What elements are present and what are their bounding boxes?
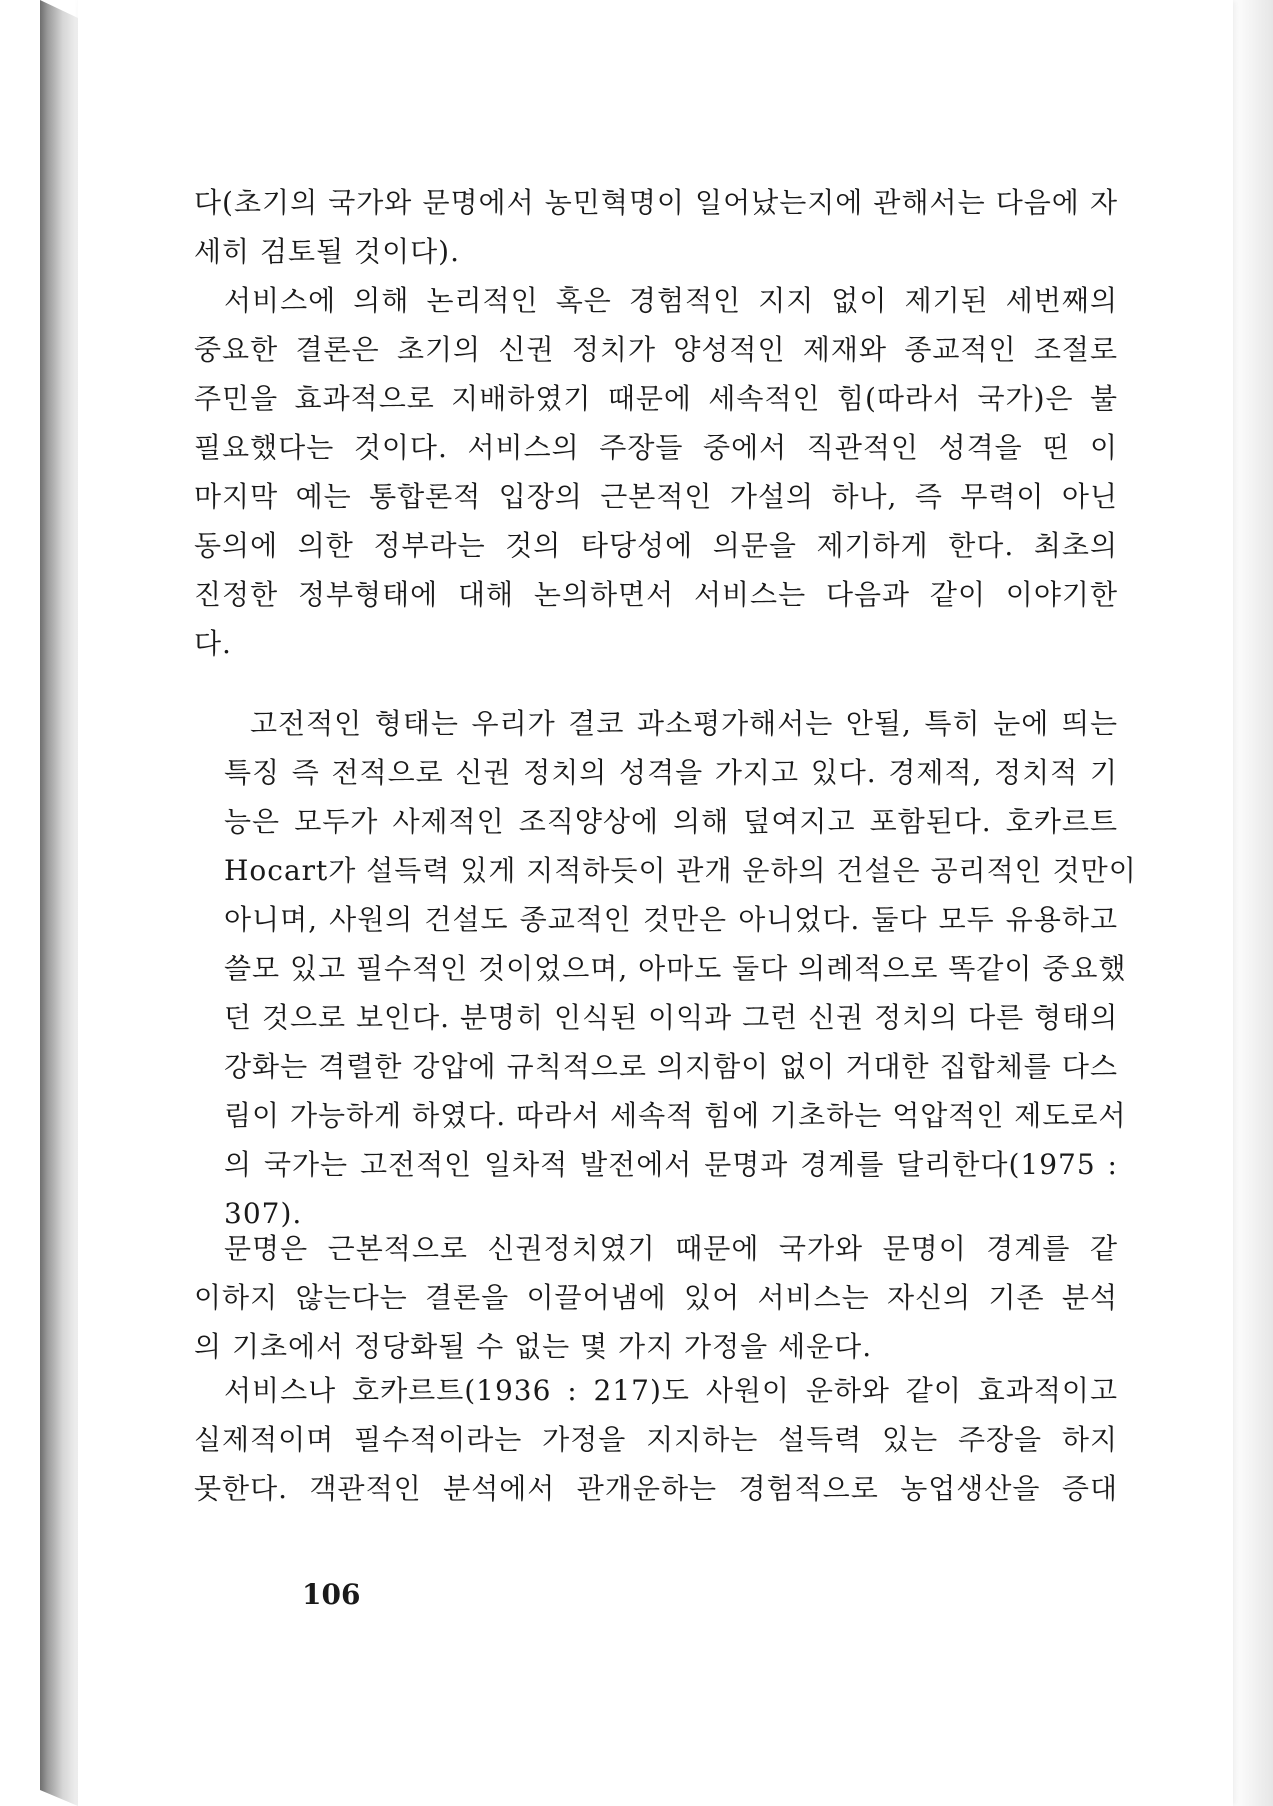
quote-line: 림이 가능하게 하였다. 따라서 세속적 힘에 기초하는 억압적인 제도로서 [224, 1099, 1127, 1132]
text-line: 진정한 정부형태에 대해 논의하면서 서비스는 다음과 같이 이야기한 [194, 578, 1118, 611]
quote-line: 특징 즉 전적으로 신권 정치의 성격을 가지고 있다. 경제적, 정치적 기 [224, 756, 1118, 789]
quote-line: 고전적인 형태는 우리가 결코 과소평가해서는 안될, 특히 눈에 띄는 [250, 707, 1118, 740]
book-spine-edge [40, 0, 78, 1806]
quote-line: Hocart가 설득력 있게 지적하듯이 관개 운하의 건설은 공리적인 것만이 [224, 854, 1137, 887]
block-quote [224, 699, 1137, 1238]
text-line: 세히 검토될 것이다). [194, 235, 461, 268]
page-right-shadow [1233, 0, 1273, 1806]
paragraph-2 [194, 276, 1118, 668]
quote-line: 의 국가는 고전적인 일차적 발전에서 문명과 경계를 달리한다(1975 : [224, 1148, 1118, 1181]
text-line: 동의에 의한 정부라는 것의 타당성에 의문을 제기하게 한다. 최초의 [194, 529, 1118, 562]
text-line: 필요했다는 것이다. 서비스의 주장들 중에서 직관적인 성격을 띤 이 [194, 431, 1118, 464]
text-line: 다(초기의 국가와 문명에서 농민혁명이 일어났는지에 관해서는 다음에 자 [194, 186, 1118, 219]
text-line: 서비스에 의해 논리적인 혹은 경험적인 지지 없이 제기된 세번째의 [224, 284, 1118, 317]
text-line: 서비스나 호카르트(1936 : 217)도 사원이 운하와 같이 효과적이고 [224, 1374, 1118, 1407]
text-line: 마지막 예는 통합론적 입장의 근본적인 가설의 하나, 즉 무력이 아닌 [194, 480, 1118, 513]
text-line: 못한다. 객관적인 분석에서 관개운하는 경험적으로 농업생산을 증대 [194, 1472, 1118, 1505]
quote-line: 강화는 격렬한 강압에 규칙적으로 의지함이 없이 거대한 집합체를 다스 [224, 1050, 1118, 1083]
text-line: 문명은 근본적으로 신권정치였기 때문에 국가와 문명이 경계를 같 [224, 1232, 1118, 1265]
quote-line: 307). [224, 1197, 303, 1230]
page-number: 106 [302, 1578, 361, 1611]
text-line: 다. [194, 627, 232, 660]
text-line: 의 기초에서 정당화될 수 없는 몇 가지 가정을 세운다. [194, 1330, 873, 1363]
text-line: 이하지 않는다는 결론을 이끌어냄에 있어 서비스는 자신의 기존 분석 [194, 1281, 1118, 1314]
paragraph-3 [194, 1224, 1118, 1371]
quote-line: 아니며, 사원의 건설도 종교적인 것만은 아니었다. 둘다 모두 유용하고 [224, 903, 1118, 936]
text-line: 주민을 효과적으로 지배하였기 때문에 세속적인 힘(따라서 국가)은 불 [194, 382, 1118, 415]
quote-line: 능은 모두가 사제적인 조직양상에 의해 덮여지고 포함된다. 호카르트 [224, 805, 1118, 838]
paragraph-4 [194, 1366, 1118, 1513]
text-line: 실제적이며 필수적이라는 가정을 지지하는 설득력 있는 주장을 하지 [194, 1423, 1118, 1456]
quote-line: 던 것으로 보인다. 분명히 인식된 이익과 그런 신권 정치의 다른 형태의 [224, 1001, 1119, 1034]
text-line: 중요한 결론은 초기의 신권 정치가 양성적인 제재와 종교적인 조절로 [194, 333, 1118, 366]
quote-line: 쓸모 있고 필수적인 것이었으며, 아마도 둘다 의례적으로 똑같이 중요했 [224, 952, 1127, 985]
paragraph-1 [194, 178, 1118, 276]
